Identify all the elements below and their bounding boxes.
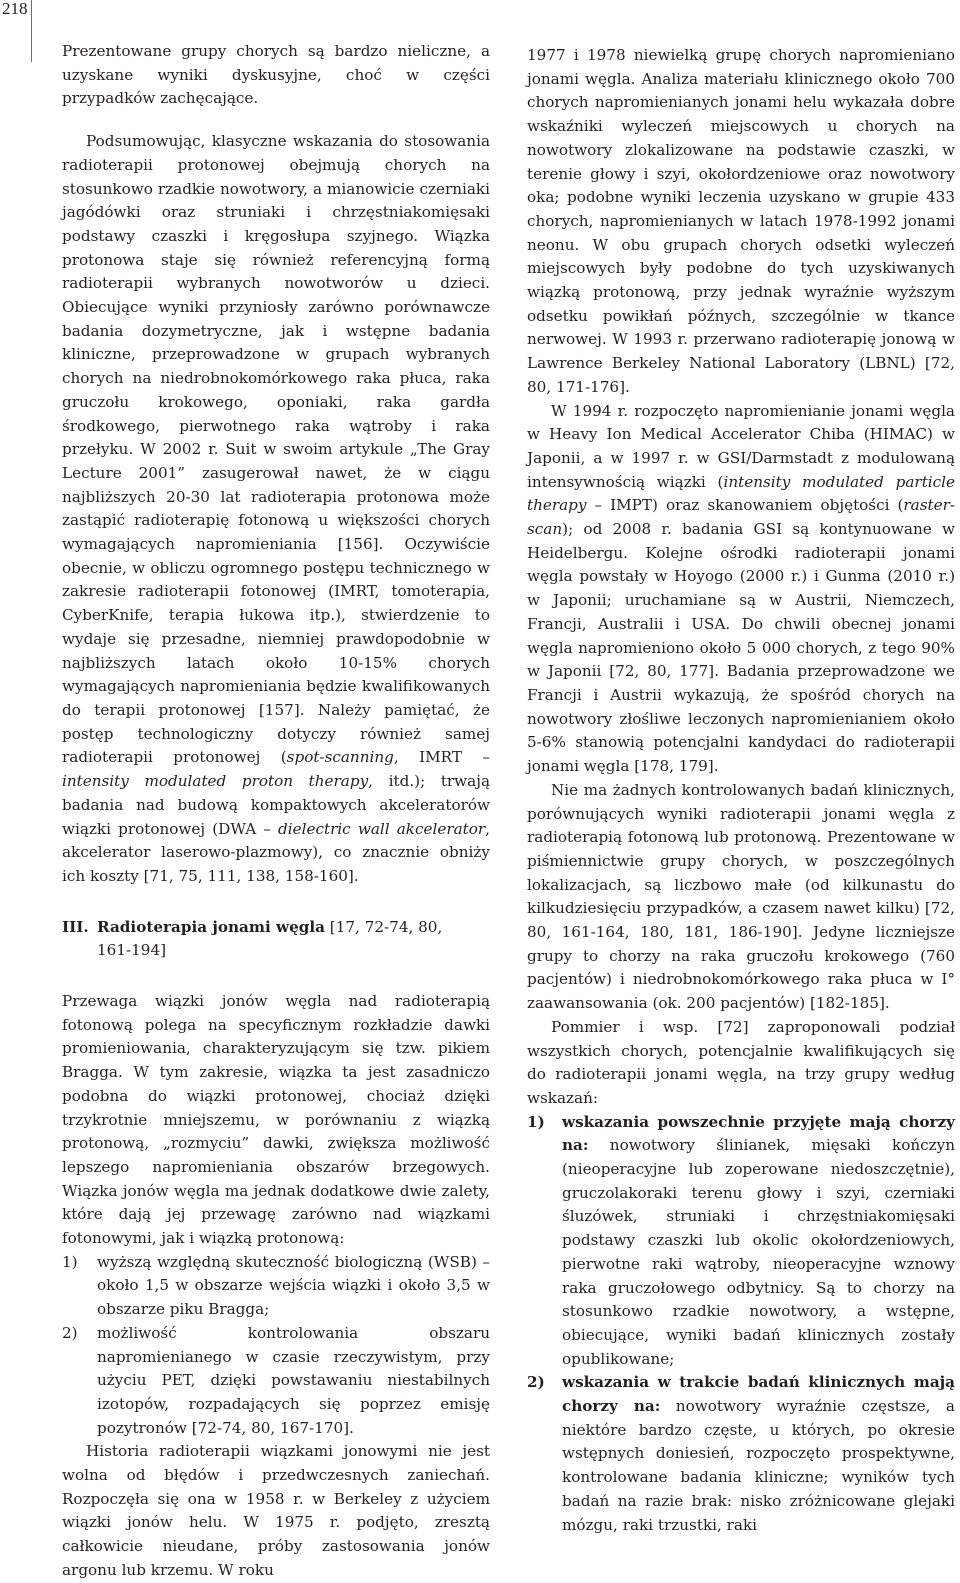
list-item-text: nowotwory ślinianek, mięsaki kończyn (nieoperacyjne lub zoperowane niedoszczętnie), gruczolakoraki terenu głowy i szyi, czerniaki śluzówek, struniaki i chrzęstniakomięsaki podstawy czaszki lub okolic okołordzeniowych, pierwotne raki wątroby, nieoperacyjne wznowy raka gruczołowego odbytnicy. Są to chorzy na stosunkowo rzadkie nowotwory, a wstępne, obiecujące, wyniki badań klinicznych zostały opublikowane; <box>562 1136 955 1368</box>
left-column <box>62 40 490 1583</box>
list-item-number: 2) <box>527 1373 545 1392</box>
text-run: , itd.); trwają badania nad budową kompaktowych akceleratorów wiązki protonowej (DWA – <box>62 772 491 838</box>
italic-term: intensity modulated proton therapy <box>62 772 369 791</box>
list-item-bold-lead: wskazania powszechnie przyjęte mają chorzy na: <box>562 1112 955 1155</box>
list-item <box>62 1322 490 1441</box>
paragraph-pommier: Pommier i wsp. [72] zaproponowali podział wszystkich chorych, potencjalnie kwalifikujących się do radioterapii jonami węgla, na trzy grupy według wskazań: <box>527 1017 955 1107</box>
advantages-list <box>62 1251 490 1441</box>
text-run: – IMPT) oraz skanowaniem objętości ( <box>586 496 904 515</box>
page-number: 218 <box>0 0 32 62</box>
paragraph-carbon-advantage: Przewaga wiązki jonów węgla nad radioterapią fotonową polega na specyficznym rozkładzie dawki promieniowania, charakteryzującym się tzw. pikiem Bragga. W tym zakresie, wiązka ta jest zasadniczo podobna do wiązki protonowej, chociaż dzięki trzykrotnie mniejszemu, w porównaniu z wiązką protonową, „rozmyciu” dawki, zwiększa możliwość lepszego napromieniania obszarów brzegowych. Wiązka jonów węgla ma jednak dodatkowe dwie zalety, które dają jej przewagę zarówno nad wiązkami fotonowymi, jak i wiązką protonową: <box>62 992 490 1248</box>
list-item <box>527 1371 955 1537</box>
paragraph-history-cont: 1977 i 1978 niewielką grupę chorych napromieniano jonami węgla. Analiza materiału klinicznego około 700 chorych napromienianych jonami helu wykazała dobre wskaźniki wyleczeń miejscowych u chorych na nowotwory zlokalizowane na podstawie czaszki, w terenie głowy i szyi, okołordzeniowe oraz nowotwory oka; podobne wyniki leczenia uzyskano w grupie 433 chorych, napromienianych w latach 1978-1992 jonami neonu. W obu grupach chorych odsetki wyleczeń miejscowych były podobne do tych uzyskiwanych wiązką protonową, przy jednak wyraźnie wyższym odsetku powikłań późnych, szczególnie w tkance nerwowej. W 1993 r. przerwano radioterapię jonową w Lawrence Berkeley National Laboratory (LBNL) [72, 80, 171-176]. <box>527 46 955 396</box>
paragraph-intro-conclusion: Prezentowane grupy chorych są bardzo nieliczne, a uzyskane wyniki dyskusyjne, choć w części przypadków zachęcające. <box>62 42 490 108</box>
list-item-text: nowotwory wyraźnie częstsze, a niektóre bardzo częste, u których, po okresie wstępnych doniesień, rozpoczęto prospektywne, kontrolowane badania kliniczne; wyników tych badań na razie brak: nisko zróżnicowane glejaki mózgu, raki trzustki, raki <box>562 1397 955 1534</box>
section-heading-carbon-ions <box>62 916 490 963</box>
section-heading-title: Radioterapia jonami węgla <box>97 917 325 936</box>
italic-term: dielectric wall akcelerator <box>278 819 486 838</box>
list-item-number: 2) <box>62 1323 78 1342</box>
list-item-number: 1) <box>527 1112 545 1131</box>
list-item-text: możliwość kontrolowania obszaru napromienianego w czasie rzeczywistym, przy użyciu PET, dzięki powstawaniu niestabilnych izotopów, rozpadających się poprzez emisję pozytronów [72-74, 80, 167-170]. <box>97 1323 490 1437</box>
list-item-bold-lead: wskazania w trakcie badań klinicznych mają chorzy na: <box>562 1373 955 1416</box>
italic-term: intensity modulated particle therapy <box>527 472 956 515</box>
paragraph-himac-gsi <box>527 400 955 779</box>
list-item-text: wyższą względną skuteczność biologiczną (WSB) – około 1,5 w obszarze wejścia wiązki i około 3,5 w obszarze piku Bragga; <box>97 1252 490 1319</box>
section-heading-refs-cont: 161-194] <box>97 941 167 960</box>
section-heading-refs: [17, 72-74, 80, <box>324 917 443 936</box>
paragraph-history: Historia radioterapii wiązkami jonowymi nie jest wolna od błędów i przedwczesnych zaniechań. Rozpoczęła się ona w 1958 r. w Berkeley z użyciem wiązki jonów helu. W 1975 r. podjęto, zresztą całkowicie nieudane, próby zastosowania jonów argonu lub krzemu. W roku <box>62 1442 490 1579</box>
italic-term: spot-scanning <box>286 748 394 767</box>
list-item <box>527 1111 955 1372</box>
text-run: ); od 2008 r. badania GSI są kontynuowane w Heidelbergu. Kolejne ośrodki radioterapii jonami węgla powstały w Hoyogo (2000 r.) i Gunma (2010 r.) w Japonii; uruchamiane są w Austrii, Niemczech, Francji, Australii i USA. Do chwili obecnej jonami węgla napromieniono około 5 000 chorych, z tego 90% w Japonii [72, 80, 177]. Badania przeprowadzone we Francji i Austrii wykazują, że spośród chorych na nowotwory złośliwe leczonych napromienianiem około 5-6% stanowią potencjalni kandydaci do radioterapii jonami węgla [178, 179]. <box>527 520 955 776</box>
text-run: Podsumowując, klasyczne wskazania do stosowania radioterapii protonowej obejmują chorych na stosunkowo rzadkie nowotwory, a mianowicie czerniaki jagódówki oraz struniaki i chrzęstniakomięsaki podstawy czaszki i kręgosłupa szyjnego. Wiązka protonowa staje się również referencyjną formą radioterapii wybranych nowotworów u dzieci. Obiecujące wyniki przyniosły zarówno porównawcze badania dozymetryczne, jak i wstępne badania kliniczne, przeprowadzone w grupach wybranych chorych na niedrobnokomórkowego raka płuca, raka gruczołu krokowego, oponiaki, raka gardła środkowego, pierwotnego raka wątroby i raka przełyku. W 2002 r. Suit w swoim artykule „The Gray Lecture 2001” zasugerował nawet, że w ciągu najbliższych 20-30 lat radioterapia protonowa może zastąpić radioterapię fotonową u większości chorych wymagających napromieniania [156]. Oczywiście obecnie, w obliczu ogromnego postępu technicznego w zakresie radioterapii fotonowej (IMRT, tomoterapia, CyberKnife, terapia łukowa itp.), stwierdzenie to wydaje się przesadne, niemniej prawdopodobnie w najbliższych latach około 10-15% chorych wymagających napromieniania będzie kwalifikowanych do terapii protonowej [157]. Należy pamiętać, że postęp technologiczny dotyczy również samej radioterapii protonowej ( <box>62 132 490 767</box>
paragraph-no-controlled-trials: Nie ma żadnych kontrolowanych badań klinicznych, porównujących wyniki radioterapii jonami węgla z radioterapią fotonową lub protonową. Prezentowane w piśmiennictwie grupy chorych, w poszczególnych lokalizacjach, są liczbowo małe (od kilkunastu do kilkudziesięciu przypadków, a czasem nawet kilku) [72, 80, 161-164, 180, 181, 186-190]. Jedyne liczniejsze grupy to chorzy na raka gruczołu krokowego (760 pacjentów) i niedrobnokomórkowego raka płuca w I° zaawansowania (ok. 200 pacjentów) [182-185]. <box>527 780 955 1013</box>
list-item-number: 1) <box>62 1252 78 1271</box>
text-run: W 1994 r. rozpoczęto napromienianie jonami węgla w Heavy Ion Medical Accelerator Chiba (HIMAC) w Japonii, a w 1997 r. w GSI/Darmstadt z modulowaną intensywnością wiązki ( <box>527 401 955 491</box>
section-heading-number: III. <box>62 917 89 936</box>
text-run: , akcelerator laserowo-plazmowy), co znacznie obniży ich koszty [71, 75, 111, 138, 158-160]. <box>62 819 490 885</box>
list-item <box>62 1251 490 1322</box>
paragraph-proton-summary <box>62 130 490 889</box>
right-column <box>527 44 955 1537</box>
text-run: , IMRT – <box>393 748 490 767</box>
italic-term: raster-scan <box>527 496 955 539</box>
indications-list <box>527 1111 955 1538</box>
